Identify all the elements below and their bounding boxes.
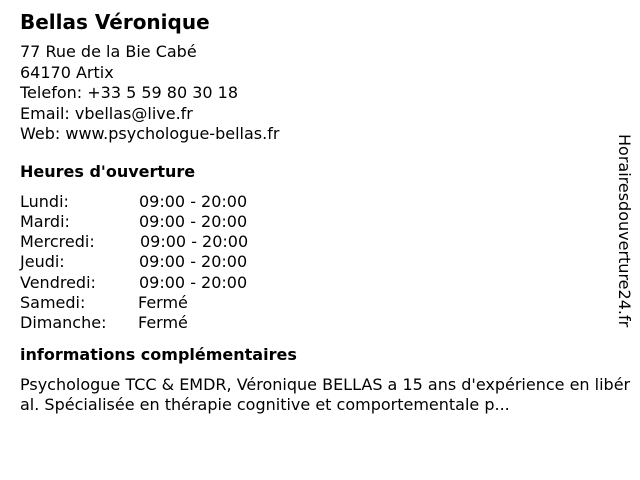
day-label: Dimanche: [20, 313, 107, 333]
info-description: Psychologue TCC & EMDR, Véronique BELLAS a 15 ans d'expérience en libéral. Spécialisée en thérapie cognitive et comportementale p... [20, 374, 631, 415]
day-label: Lundi: [20, 191, 69, 211]
email-line[interactable]: Email: vbellas@live.fr [20, 103, 193, 123]
time-value: Fermé [138, 292, 188, 312]
hours-table [20, 192, 620, 334]
hours-row-thursday [20, 252, 620, 272]
address-line: 77 Rue de la Bie Cabé [20, 42, 197, 61]
day-label: Samedi: [20, 292, 86, 312]
time-value: 09:00 - 20:00 [139, 211, 248, 231]
web-line[interactable]: Web: www.psychologue-bellas.fr [20, 124, 280, 143]
day-label: Mercredi: [20, 232, 95, 252]
time-value: 09:00 - 20:00 [139, 252, 248, 272]
time-value: 09:00 - 20:00 [139, 191, 248, 211]
phone-line[interactable]: Telefon: +33 5 59 80 30 18 [20, 83, 239, 102]
hours-row-saturday [20, 293, 620, 313]
hours-heading: Heures d'ouverture [20, 161, 196, 181]
day-label: Mardi: [20, 211, 70, 231]
hours-row-tuesday [20, 212, 620, 232]
watermark-text: Horairesdouverture24.fr [615, 134, 634, 328]
info-heading: informations complémentaires [20, 344, 297, 364]
day-label: Vendredi: [20, 272, 96, 292]
hours-row-wednesday [20, 232, 620, 252]
time-value: 09:00 - 20:00 [139, 272, 248, 292]
hours-row-monday [20, 192, 620, 212]
city-line: 64170 Artix [20, 62, 114, 82]
site-watermark [612, 134, 634, 346]
hours-row-friday [20, 273, 620, 293]
time-value: 09:00 - 20:00 [140, 232, 249, 252]
day-label: Jeudi: [20, 252, 65, 272]
business-name: Bellas Véronique [20, 10, 210, 34]
hours-row-sunday [20, 313, 620, 333]
time-value: Fermé [138, 313, 188, 333]
